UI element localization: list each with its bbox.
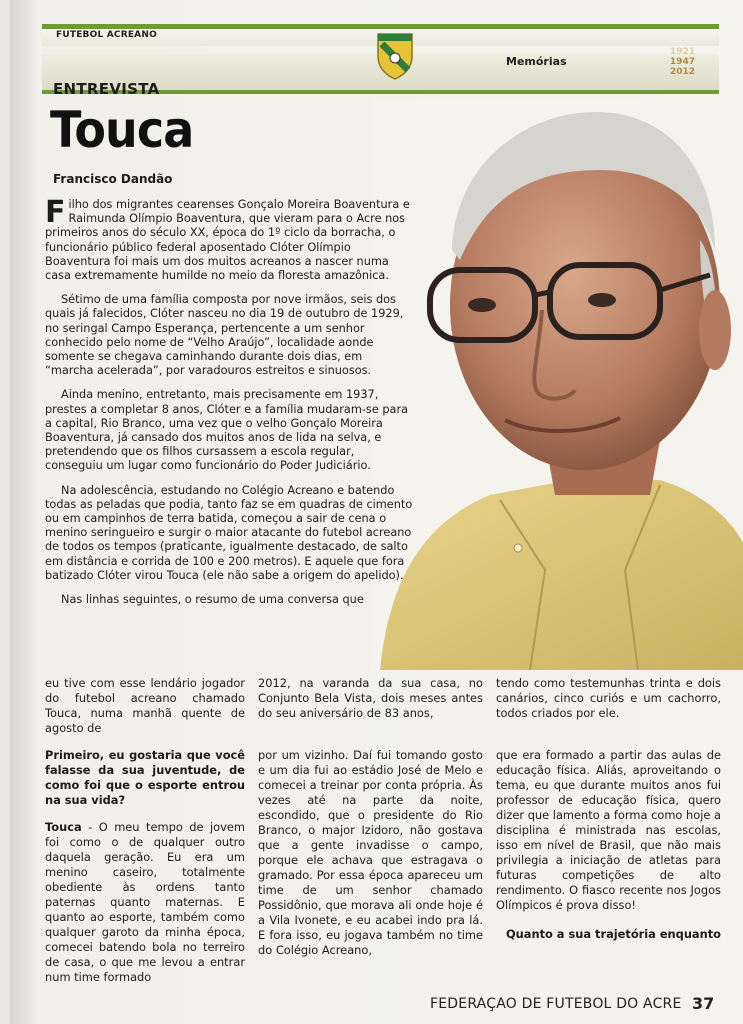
- intro-paragraph: Sétimo de uma família composta por nove irmãos, seis dos quais já falecidos, Clóter nasceu no dia 19 de outubro de 1929, no seringal Campo Esperança, pertencente a um senhor conhecido pelo nome de “Velho Araújo”, localidade aonde somente se chegava caminhando durante dois dias, em “marcha acelerada”, por varadouros estreitos e sinuosos.: [45, 293, 404, 378]
- question-1: Primeiro, eu gostaria que você falasse da sua juventude, de como foi que o esporte entrou na sua vida?: [45, 748, 245, 807]
- intro-paragraph: [45, 195, 413, 283]
- year-3: 2012: [670, 67, 696, 77]
- answer-1-part-3: que era formado a partir das aulas de educação física. Aliás, aproveitando o tema, eu que durante muitos anos fui professor de educação física, quero dizer que lamento a forma como hoje a disciplina é ministrada nas escolas, isso em nível de Brasil, que não mais privilegia a iniciação de atletas para futuras competições de alto rendimento. O fiasco recente nos Jogos Olímpicos é prova disso!: [496, 748, 721, 912]
- article-author: Francisco Dandão: [53, 172, 173, 186]
- column-label: Memórias: [506, 55, 567, 68]
- interview-col-3: [496, 748, 721, 942]
- answer-1-part-1: [45, 820, 245, 985]
- answer-text: - O meu tempo de jovem foi como o de qualquer outro daquela geração. Eu era um menino caseiro, totalmente obediente às ordens tanto paternas quanto maternas. E quanto ao esporte, também como qualquer garoto da minha época, comecei batendo bola no terreiro de casa, o que me levou a entrar num time formado: [45, 820, 245, 984]
- intro-block: [45, 195, 413, 607]
- interview-col-1: [45, 748, 245, 985]
- magazine-page: [10, 0, 743, 1024]
- interview-col-2: por um vizinho. Daí fui tomando gosto e um dia fui ao estádio José de Melo e comecei a treinar por conta própria. Às vezes até na parte da noite, escondido, que o presidente do Rio Branco, o major Izidoro, não gostava que a gente invadisse o campo, porque ele achava que estragava o gramado. Por essa época apareceu um time de um senhor chamado Possidônio, que morava ali onde hoje é a Vila Ivonete, e eu acabei indo pra lá. E fora isso, eu jogava também no time do Colégio Acreano,: [258, 748, 483, 957]
- page-number: 37: [692, 994, 715, 1013]
- continuation-col-1: eu tive com esse lendário jogador do futebol acreano chamado Touca, numa manhã quente de agosto de: [45, 676, 245, 735]
- year-2: 1947: [670, 57, 696, 67]
- portrait-photo: [370, 100, 743, 670]
- intro-p1-text: ilho dos migrantes cearenses Gonçalo Moreira Boaventura e Raimunda Olímpio Boaventura, que vieram para o Acre nos primeiros anos do século XX, época do 1º ciclo da borracha, o funcionário público federal aposentado Clóter Olímpio Boaventura foi mais um dos muitos acreanos a nascer numa casa extremamente humilde no meio da floresta amazônica.: [45, 198, 410, 283]
- article-kicker: ENTREVISTA: [53, 80, 160, 98]
- continuation-col-2: 2012, na varanda da sua casa, no Conjunto Bela Vista, dois meses antes do seu aniversário de 83 anos,: [258, 676, 483, 720]
- footer-publisher: FEDERAÇAO DE FUTEBOL DO ACRE: [430, 996, 682, 1012]
- answer-speaker: Touca: [45, 820, 82, 834]
- drop-cap: F: [45, 195, 66, 230]
- question-2: Quanto a sua trajetória enquanto: [505, 927, 721, 941]
- anniversary-years: [670, 47, 695, 77]
- continuation-col-3: tendo como testemunhas trinta e dois canários, cinco curiós e um cachorro, todos criados por ele.: [496, 676, 721, 720]
- section-label: FUTEBOL ACREANO: [56, 30, 157, 40]
- intro-paragraph: Ainda menino, entretanto, mais precisamente em 1937, prestes a completar 8 anos, Clóter e a família mudaram-se para a capital, Rio Branco, uma vez que o velho Gonçalo Moreira Boaventura, já cansado dos muitos anos de lida na selva, e pretendendo que os filhos cursassem a escola regular, conseguiu um lugar como funcionário do Poder Judiciário.: [45, 388, 409, 473]
- federation-crest-icon: [376, 30, 414, 80]
- year-1: 1921: [670, 47, 696, 57]
- intro-paragraph: Na adolescência, estudando no Colégio Acreano e batendo todas as peladas que podia, tanto faz se em quadras de cimento ou em campinhos de terra batida, começou a sair de cena o menino seringueiro e surgir o maior atacante do futebol acreano de todos os tempos (praticante, igualmente destacado, de salto em distância e corrida de 100 e 200 metros). E aquele que fora batizado Clóter virou Touca (ele não sabe a origem do apelido).: [45, 483, 413, 582]
- article-title: Touca: [50, 101, 194, 159]
- intro-paragraph: Nas linhas seguintes, o resumo de uma conversa que: [61, 593, 364, 607]
